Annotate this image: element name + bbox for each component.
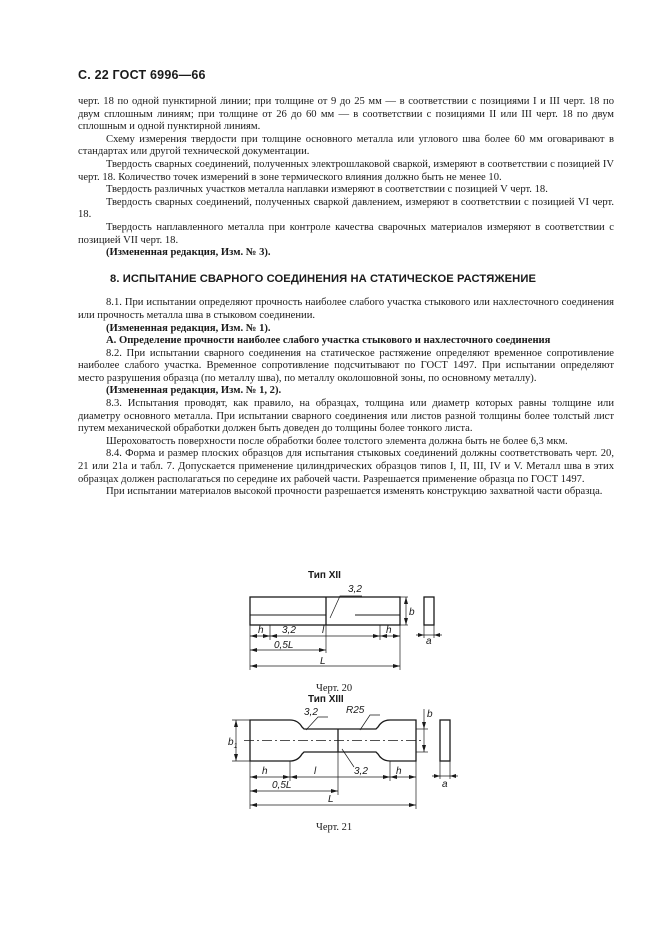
body-text: [78, 96, 614, 499]
figure-21-title: Тип XIII: [308, 694, 344, 705]
dim-half-label: 0,5L: [272, 780, 292, 791]
dim-h2-label: h: [396, 766, 402, 777]
dim-a-label: a: [426, 636, 432, 647]
paragraph: 8.2. При испытании сварного соединения на статическое растяжение определяют временное сопротивление наиболее слабого участка. Временное сопротивление подсчитывают по ГОСТ 1497. При испытании определяют место разрушения образца (по металлу шва), по металлу околошовной зоны, по основному металлу).: [78, 347, 614, 384]
section-heading: 8. ИСПЫТАНИЕ СВАРНОГО СОЕДИНЕНИЯ НА СТАТИЧЕСКОЕ РАСТЯЖЕНИЕ: [110, 272, 537, 285]
dim-b-label: b: [409, 607, 415, 618]
paragraph: 8.3. Испытания проводят, как правило, на образцах, толщина или диаметр которых равны толщине или диаметру основного металла. При испытании сварного соединения или листов разной толщины более толстый лист путем механической обработки должен быть доведен до толщины более тонкого листа.: [78, 398, 614, 435]
subsection-heading: А. Определение прочности наиболее слабого участка стыкового и нахлесточного соединения: [106, 335, 551, 347]
dim-h-label: h: [262, 766, 268, 777]
paragraph: Схему измерения твердости при толщине основного металла или углового шва более 60 мм оговаривают в стандартах или другой технической документации.: [78, 133, 614, 158]
paragraph: 8.1. При испытании определяют прочность наиболее слабого участка стыкового или нахлесточного соединения или прочность металла шва в стыковом соединении.: [78, 297, 614, 321]
paragraph: При испытании материалов высокой прочности разрешается изменять конструкцию захватной части образца.: [106, 486, 603, 498]
dim-b-label: b: [427, 709, 433, 720]
paragraph: Шероховатость поверхности после обработки более толстого элемента должна быть не более 6,3 мкм.: [106, 435, 568, 447]
dim-b1-main: b: [228, 737, 234, 748]
dim-L-label: L: [320, 656, 326, 667]
dim-h2-label: h: [386, 625, 392, 636]
dim-a-label: a: [442, 779, 448, 790]
figure-21-caption: Черт. 21: [316, 822, 353, 833]
paragraph: Твердость наплавленного металла при контроле качества сварочных материалов измеряют в соответствии с позицией VII черт. 18.: [78, 221, 614, 246]
roughness-label: 3,2: [348, 584, 362, 595]
paragraph: Твердость сварных соединений, полученных электрошлаковой сваркой, измеряют в соответствии с позицией IV черт. 18. Количество точек измерений в зоне термического влияния должно быть не менее 10.: [78, 158, 614, 183]
page-header: С. 22 ГОСТ 6996—66: [78, 68, 206, 82]
dim-half-label: 0,5L: [274, 640, 294, 651]
amendment-note: (Измененная редакция, Изм. № 3).: [106, 247, 271, 259]
paragraph: черт. 18 по одной пунктирной линии; при толщине от 9 до 25 мм — в соответствии с позициями I и III черт. 18 по двум сплошным линиям; при толщине от 26 до 60 мм — в соответствии с позициями II или III черт. 18 по двум сплошным и одной пунктирной линиям.: [78, 96, 614, 133]
paragraph: Твердость сварных соединений, полученных сваркой давлением, измеряют в соответствии с позицией VI черт. 18.: [78, 196, 614, 221]
roughness-label-2: 3,2: [282, 625, 296, 636]
amendment-note: (Измененная редакция, Изм. № 1).: [106, 322, 271, 334]
figure-21-drawing: [220, 703, 470, 815]
figure-20-drawing: [230, 578, 460, 678]
amendment-note: (Измененная редакция, Изм. № 1, 2).: [106, 385, 282, 397]
roughness-label-2: 3,2: [354, 766, 368, 777]
dim-L-label: L: [328, 794, 334, 805]
paragraph: Твердость различных участков металла наплавки измеряют в соответствии с позицией V черт. 18.: [106, 184, 548, 196]
figure-20-title: Тип XII: [308, 570, 341, 581]
dim-b1-subscript: 1: [233, 743, 238, 750]
dim-l-label: l: [322, 625, 325, 636]
figure-20-caption: Черт. 20: [316, 683, 353, 694]
dim-l-label: l: [314, 766, 317, 777]
paragraph: 8.4. Форма и размер плоских образцов для испытания стыковых соединений должны соответствовать черт. 20, 21 или 21а и табл. 7. Допускается применение цилиндрических образцов типов I, II, III, IV и V. Металл шва в этих образцах должен располагаться по середине их рабочей части. Разрешается применение образца по ГОСТ 1497.: [78, 448, 614, 485]
radius-label: R25: [346, 705, 365, 716]
dim-h-label: h: [258, 625, 264, 636]
roughness-label: 3,2: [304, 707, 318, 718]
